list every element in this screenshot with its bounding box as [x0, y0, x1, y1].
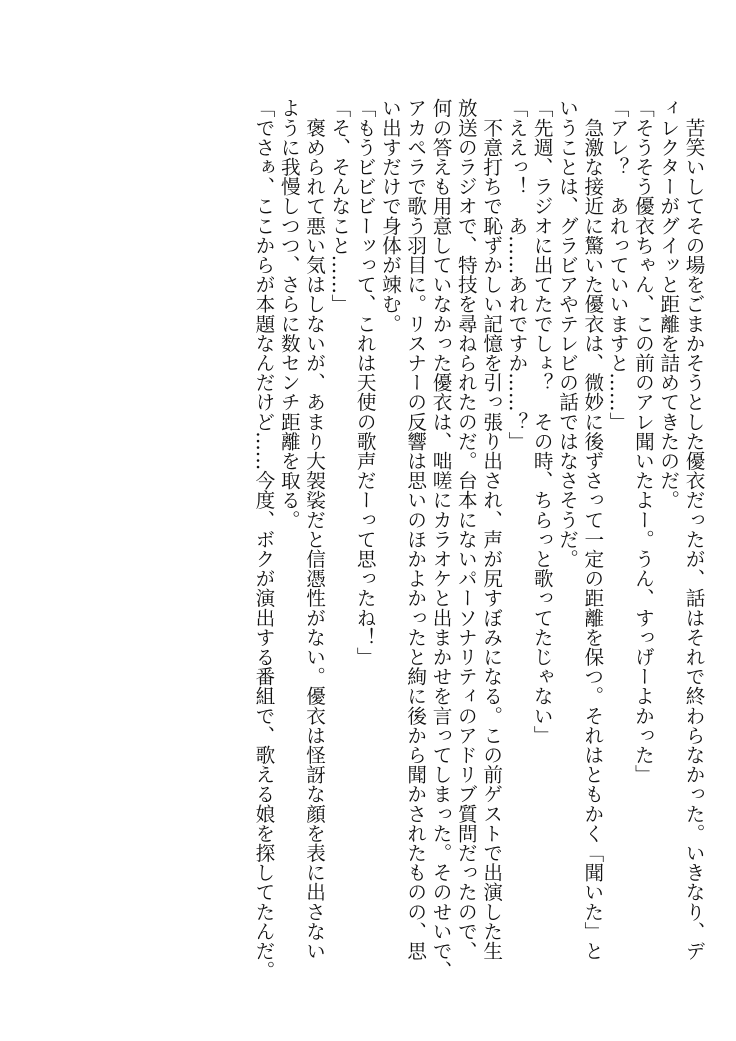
- text-line: ィレクターがグイッと距離を詰めてきたのだ。: [656, 98, 680, 510]
- text-line: 不意打ちで恥ずかしい記憶を引っ張り出され、声が尻すぼみになる。この前ゲストで出演した生: [479, 98, 503, 961]
- text-line: アカペラで歌う羽目に。リスナーの反響は思いのほかよかったと絢に後から聞かされたものの、思: [403, 98, 427, 961]
- text-line: ように我慢しつつ、さらに数センチ距離を取る。: [277, 98, 301, 530]
- text-line: 「先週、ラジオに出てたでしょ？ その時、ちらっと歌ってたじゃない」: [530, 98, 554, 745]
- text-line: 「アレ？ あれっていいますと……」: [606, 98, 630, 432]
- text-line: いうことは、グラビアやテレビの話ではなさそうだ。: [555, 98, 579, 569]
- text-line: 褒められて悪い気はしないが、あまり大袈裟だと信憑性がない。優衣は怪訝な顔を表に出さない: [302, 98, 326, 961]
- text-line: 「そうそう優衣ちゃん、この前のアレ聞いたよー。うん、すっげーよかった」: [631, 98, 655, 784]
- text-line: 急激な接近に驚いた優衣は、微妙に後ずさって一定の距離を保つ。それはともかく「聞いた」と: [580, 98, 604, 961]
- vertical-body-text: [251, 98, 706, 998]
- text-line: 「そ、そんなこと……」: [327, 98, 351, 314]
- text-line: 放送のラジオで、特技を尋ねられたのだ。台本にないパーソナリティのアドリブ質問だったので、: [454, 98, 478, 961]
- text-line: 何の答えも用意していなかった優衣は、咄嗟にカラオケと出まかせを言ってしまった。そのせいで、: [429, 98, 453, 980]
- text-line: 「ええっ！ あ……あれですか……？」: [504, 98, 528, 451]
- text-line: 「もうビビビーッって、これは天使の歌声だーって思ったね！」: [353, 98, 377, 667]
- text-line: 苦笑いしてその場をごまかそうとした優衣だったが、話はそれで終わらなかった。いきなり、デ: [682, 98, 705, 961]
- text-line: い出すだけで身体が竦む。: [378, 98, 402, 334]
- text-line: 「でさぁ、ここからが本題なんだけど……今度、ボクが演出する番組で、歌える娘を探してたんだ。: [251, 98, 275, 980]
